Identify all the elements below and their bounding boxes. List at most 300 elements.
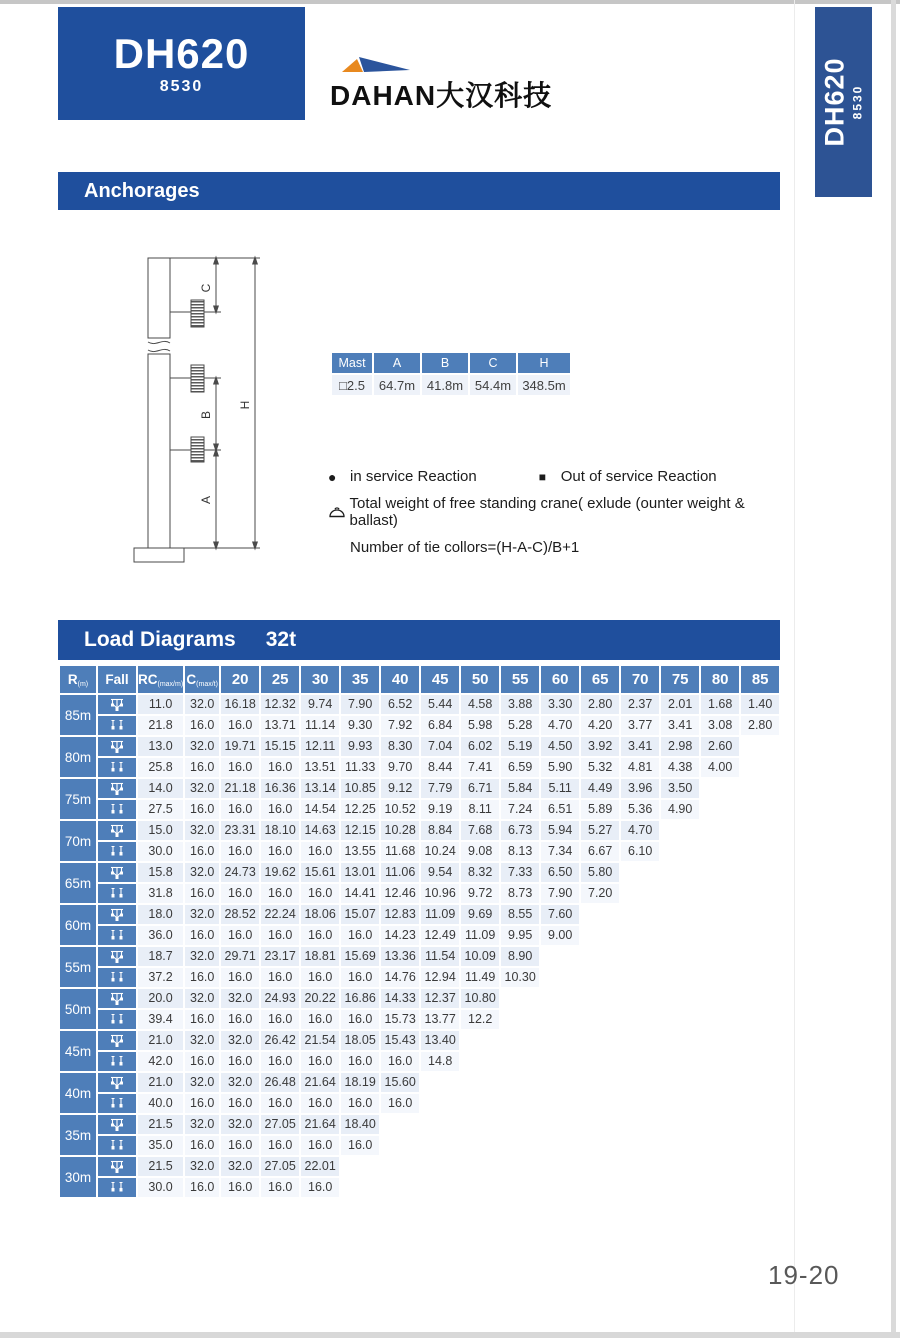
load-value-cell: 13.51 — [301, 758, 339, 777]
load-value-cell: 8.84 — [421, 821, 459, 840]
c-value: 16.0 — [185, 800, 219, 819]
radius-label: 30m — [60, 1157, 96, 1197]
empty-cell — [541, 1136, 579, 1155]
load-value-cell: 8.55 — [501, 905, 539, 924]
empty-cell — [501, 1136, 539, 1155]
empty-cell — [741, 947, 779, 966]
empty-cell — [501, 1052, 539, 1071]
load-value-cell: 9.30 — [341, 716, 379, 735]
model-name: DH620 — [113, 29, 250, 77]
empty-cell — [621, 1073, 659, 1092]
empty-cell — [741, 863, 779, 882]
empty-cell — [701, 926, 739, 945]
empty-cell — [541, 1094, 579, 1113]
load-value-cell: 10.30 — [501, 968, 539, 987]
load-row-85m-4fall — [60, 695, 779, 714]
c-value: 16.0 — [185, 1178, 219, 1197]
load-value-cell: 21.64 — [301, 1115, 339, 1134]
empty-cell — [741, 1073, 779, 1092]
empty-cell — [501, 1115, 539, 1134]
mast-col-header: H — [518, 353, 570, 373]
fall-2-icon — [109, 971, 125, 985]
empty-cell — [581, 1052, 619, 1071]
c-value: 16.0 — [185, 884, 219, 903]
fall-2-icon — [109, 929, 125, 943]
empty-cell — [701, 1052, 739, 1071]
load-value-cell: 7.41 — [461, 758, 499, 777]
load-value-cell: 9.54 — [421, 863, 459, 882]
empty-cell — [661, 842, 699, 861]
c-value: 16.0 — [185, 758, 219, 777]
empty-cell — [501, 1178, 539, 1197]
fall-2-icon — [109, 1055, 125, 1069]
load-value-cell: 21.18 — [221, 779, 259, 798]
fall-4-cell — [98, 1073, 136, 1092]
in-service-dot-icon: ● — [328, 468, 337, 485]
c-value: 32.0 — [185, 779, 219, 798]
empty-cell — [381, 1157, 419, 1176]
fall-4-icon — [109, 824, 125, 838]
weight-icon — [328, 506, 350, 518]
load-value-cell: 6.84 — [421, 716, 459, 735]
empty-cell — [741, 1157, 779, 1176]
fall-4-cell — [98, 989, 136, 1008]
load-value-cell: 11.54 — [421, 947, 459, 966]
radius-label: 75m — [60, 779, 96, 819]
scan-edge-bottom — [0, 1332, 900, 1338]
load-value-cell: 16.0 — [221, 800, 259, 819]
empty-cell — [661, 968, 699, 987]
load-value-cell: 5.98 — [461, 716, 499, 735]
load-value-cell: 12.46 — [381, 884, 419, 903]
fall-4-cell — [98, 905, 136, 924]
load-value-cell: 9.93 — [341, 737, 379, 756]
empty-cell — [581, 1010, 619, 1029]
load-value-cell: 14.33 — [381, 989, 419, 1008]
load-value-cell: 4.70 — [541, 716, 579, 735]
empty-cell — [541, 1178, 579, 1197]
load-value-cell: 18.81 — [301, 947, 339, 966]
load-row-35m-2fall — [60, 1136, 779, 1155]
col-header-radius-value: 75 — [661, 666, 699, 693]
rc-value: 18.0 — [138, 905, 183, 924]
load-value-cell: 6.71 — [461, 779, 499, 798]
fall-2-icon — [109, 803, 125, 817]
load-value-cell: 15.43 — [381, 1031, 419, 1050]
load-row-70m-2fall — [60, 842, 779, 861]
load-value-cell: 19.62 — [261, 863, 299, 882]
load-value-cell: 4.58 — [461, 695, 499, 714]
load-value-cell: 9.70 — [381, 758, 419, 777]
load-value-cell: 27.05 — [261, 1115, 299, 1134]
empty-cell — [741, 779, 779, 798]
empty-cell — [501, 989, 539, 1008]
brand-logo — [330, 56, 620, 114]
legend-out-of-service: Out of service Reaction — [560, 468, 717, 485]
mast-cell: 64.7m — [374, 375, 420, 395]
c-value: 16.0 — [185, 926, 219, 945]
model-header-box — [58, 7, 305, 120]
c-value: 16.0 — [185, 1010, 219, 1029]
load-row-75m-4fall — [60, 779, 779, 798]
load-value-cell: 24.73 — [221, 863, 259, 882]
empty-cell — [661, 1031, 699, 1050]
load-value-cell: 16.0 — [341, 968, 379, 987]
load-value-cell: 16.0 — [221, 1052, 259, 1071]
load-row-30m-2fall — [60, 1178, 779, 1197]
load-row-55m-2fall — [60, 968, 779, 987]
empty-cell — [381, 1136, 419, 1155]
load-value-cell: 16.0 — [261, 1178, 299, 1197]
c-value: 16.0 — [185, 1136, 219, 1155]
load-value-cell: 16.18 — [221, 695, 259, 714]
load-value-cell: 11.06 — [381, 863, 419, 882]
load-value-cell: 9.08 — [461, 842, 499, 861]
load-value-cell: 29.71 — [221, 947, 259, 966]
c-value: 32.0 — [185, 1115, 219, 1134]
load-value-cell: 2.01 — [661, 695, 699, 714]
rc-value: 15.0 — [138, 821, 183, 840]
load-value-cell: 11.33 — [341, 758, 379, 777]
c-value: 32.0 — [185, 947, 219, 966]
rc-value: 21.5 — [138, 1115, 183, 1134]
empty-cell — [621, 1094, 659, 1113]
load-row-60m-4fall — [60, 905, 779, 924]
fall-2-cell — [98, 1178, 136, 1197]
empty-cell — [581, 1178, 619, 1197]
load-value-cell: 16.0 — [221, 1136, 259, 1155]
load-row-85m-2fall — [60, 716, 779, 735]
load-value-cell: 26.42 — [261, 1031, 299, 1050]
load-value-cell: 3.30 — [541, 695, 579, 714]
load-value-cell: 9.95 — [501, 926, 539, 945]
load-value-cell: 2.98 — [661, 737, 699, 756]
empty-cell — [741, 1010, 779, 1029]
load-value-cell: 10.96 — [421, 884, 459, 903]
load-value-cell: 7.33 — [501, 863, 539, 882]
load-row-30m-4fall — [60, 1157, 779, 1176]
rc-value: 39.4 — [138, 1010, 183, 1029]
col-header-radius-value: 55 — [501, 666, 539, 693]
radius-label: 45m — [60, 1031, 96, 1071]
load-value-cell: 18.05 — [341, 1031, 379, 1050]
col-header-radius-value: 85 — [741, 666, 779, 693]
brand-logo-mark-icon — [340, 56, 412, 74]
load-diagrams-section-header — [58, 620, 780, 660]
load-value-cell: 2.80 — [581, 695, 619, 714]
anchorage-legend — [328, 468, 788, 566]
c-value: 32.0 — [185, 905, 219, 924]
load-value-cell: 13.36 — [381, 947, 419, 966]
fall-2-cell — [98, 968, 136, 987]
rc-value: 21.0 — [138, 1031, 183, 1050]
empty-cell — [501, 1094, 539, 1113]
load-value-cell: 16.0 — [221, 884, 259, 903]
load-value-cell: 6.52 — [381, 695, 419, 714]
load-value-cell: 12.11 — [301, 737, 339, 756]
rc-value: 21.5 — [138, 1157, 183, 1176]
empty-cell — [621, 989, 659, 1008]
load-value-cell: 16.0 — [381, 1052, 419, 1071]
side-tab — [815, 7, 872, 197]
empty-cell — [421, 1115, 459, 1134]
empty-cell — [741, 821, 779, 840]
load-value-cell: 16.0 — [261, 884, 299, 903]
load-value-cell: 16.0 — [301, 1136, 339, 1155]
rc-value: 30.0 — [138, 842, 183, 861]
empty-cell — [701, 989, 739, 1008]
empty-cell — [741, 737, 779, 756]
load-value-cell: 2.37 — [621, 695, 659, 714]
load-value-cell: 15.15 — [261, 737, 299, 756]
empty-cell — [581, 1115, 619, 1134]
load-value-cell: 19.71 — [221, 737, 259, 756]
load-value-cell: 6.51 — [541, 800, 579, 819]
load-value-cell: 13.55 — [341, 842, 379, 861]
empty-cell — [741, 884, 779, 903]
load-value-cell: 8.73 — [501, 884, 539, 903]
load-value-cell: 16.0 — [261, 1052, 299, 1071]
c-value: 32.0 — [185, 1031, 219, 1050]
empty-cell — [741, 905, 779, 924]
load-value-cell: 5.94 — [541, 821, 579, 840]
load-value-cell: 23.17 — [261, 947, 299, 966]
empty-cell — [701, 1178, 739, 1197]
empty-cell — [741, 1115, 779, 1134]
load-row-50m-2fall — [60, 1010, 779, 1029]
col-header-radius-value: 50 — [461, 666, 499, 693]
empty-cell — [741, 1178, 779, 1197]
empty-cell — [741, 758, 779, 777]
empty-cell — [701, 779, 739, 798]
empty-cell — [341, 1157, 379, 1176]
empty-cell — [701, 863, 739, 882]
rc-value: 31.8 — [138, 884, 183, 903]
radius-label: 85m — [60, 695, 96, 735]
load-value-cell: 4.81 — [621, 758, 659, 777]
empty-cell — [661, 1157, 699, 1176]
load-value-cell: 16.0 — [341, 1136, 379, 1155]
empty-cell — [461, 1052, 499, 1071]
fall-4-cell — [98, 947, 136, 966]
empty-cell — [701, 884, 739, 903]
fall-2-icon — [109, 761, 125, 775]
empty-cell — [741, 968, 779, 987]
load-value-cell: 8.44 — [421, 758, 459, 777]
empty-cell — [581, 1136, 619, 1155]
empty-cell — [701, 1136, 739, 1155]
dim-label-h: H — [238, 400, 252, 410]
rc-value: 11.0 — [138, 695, 183, 714]
empty-cell — [581, 989, 619, 1008]
load-value-cell: 18.40 — [341, 1115, 379, 1134]
load-value-cell: 4.49 — [581, 779, 619, 798]
load-value-cell: 16.0 — [261, 800, 299, 819]
load-row-50m-4fall — [60, 989, 779, 1008]
mast-cell: 54.4m — [470, 375, 516, 395]
mast-col-header: B — [422, 353, 468, 373]
load-value-cell: 7.90 — [341, 695, 379, 714]
load-row-65m-2fall — [60, 884, 779, 903]
load-value-cell: 16.0 — [301, 1178, 339, 1197]
load-value-cell: 16.0 — [261, 926, 299, 945]
empty-cell — [661, 863, 699, 882]
empty-cell — [581, 905, 619, 924]
load-value-cell: 16.0 — [221, 1010, 259, 1029]
col-header-radius-value: 80 — [701, 666, 739, 693]
load-row-80m-2fall — [60, 758, 779, 777]
col-header-radius-value: 20 — [221, 666, 259, 693]
load-value-cell: 7.34 — [541, 842, 579, 861]
empty-cell — [461, 1073, 499, 1092]
load-value-cell: 14.63 — [301, 821, 339, 840]
load-value-cell: 16.36 — [261, 779, 299, 798]
load-value-cell: 16.0 — [341, 1010, 379, 1029]
empty-cell — [661, 884, 699, 903]
load-value-cell: 5.28 — [501, 716, 539, 735]
col-header-radius: R(m) — [60, 666, 96, 693]
load-value-cell: 16.0 — [301, 1052, 339, 1071]
empty-cell — [541, 1052, 579, 1071]
fall-2-cell — [98, 1010, 136, 1029]
rc-value: 21.0 — [138, 1073, 183, 1092]
empty-cell — [621, 1010, 659, 1029]
fall-2-icon — [109, 887, 125, 901]
load-value-cell: 4.38 — [661, 758, 699, 777]
load-value-cell: 5.19 — [501, 737, 539, 756]
fall-2-cell — [98, 1052, 136, 1071]
dim-label-b: B — [199, 410, 213, 420]
load-row-40m-2fall — [60, 1094, 779, 1113]
load-value-cell: 18.10 — [261, 821, 299, 840]
empty-cell — [741, 800, 779, 819]
load-value-cell: 16.0 — [301, 926, 339, 945]
load-row-55m-4fall — [60, 947, 779, 966]
load-value-cell: 11.14 — [301, 716, 339, 735]
load-value-cell: 7.04 — [421, 737, 459, 756]
empty-cell — [661, 1052, 699, 1071]
load-diagrams-title: Load Diagrams — [84, 628, 236, 651]
col-header-radius-value: 45 — [421, 666, 459, 693]
load-value-cell: 12.94 — [421, 968, 459, 987]
c-value: 32.0 — [185, 695, 219, 714]
load-value-cell: 10.85 — [341, 779, 379, 798]
load-value-cell: 16.0 — [381, 1094, 419, 1113]
load-value-cell: 3.96 — [621, 779, 659, 798]
dim-label-a: A — [199, 495, 213, 505]
load-value-cell: 4.50 — [541, 737, 579, 756]
col-header-fall: Fall — [98, 666, 136, 693]
radius-label: 40m — [60, 1073, 96, 1113]
empty-cell — [701, 1094, 739, 1113]
fall-2-cell — [98, 842, 136, 861]
load-value-cell: 8.11 — [461, 800, 499, 819]
load-value-cell: 32.0 — [221, 1115, 259, 1134]
page-fold-line — [794, 0, 795, 1338]
load-value-cell: 12.37 — [421, 989, 459, 1008]
empty-cell — [581, 947, 619, 966]
load-value-cell: 2.80 — [741, 716, 779, 735]
side-tab-model: DH620 — [819, 57, 849, 147]
load-value-cell: 5.80 — [581, 863, 619, 882]
empty-cell — [661, 1094, 699, 1113]
load-value-cell: 6.73 — [501, 821, 539, 840]
load-row-60m-2fall — [60, 926, 779, 945]
empty-cell — [461, 1157, 499, 1176]
load-value-cell: 10.52 — [381, 800, 419, 819]
load-value-cell: 16.0 — [221, 758, 259, 777]
mast-col-header: A — [374, 353, 420, 373]
col-header-radius-value: 60 — [541, 666, 579, 693]
scan-edge-top — [0, 0, 900, 4]
col-header-radius-value: 30 — [301, 666, 339, 693]
rc-value: 20.0 — [138, 989, 183, 1008]
load-value-cell: 11.49 — [461, 968, 499, 987]
load-row-70m-4fall — [60, 821, 779, 840]
empty-cell — [621, 905, 659, 924]
empty-cell — [541, 947, 579, 966]
fall-4-icon — [109, 1118, 125, 1132]
col-header-rc: RC(max/m) — [138, 666, 183, 693]
load-value-cell: 7.60 — [541, 905, 579, 924]
load-value-cell: 13.14 — [301, 779, 339, 798]
load-value-cell: 12.2 — [461, 1010, 499, 1029]
load-value-cell: 16.86 — [341, 989, 379, 1008]
col-header-radius-value: 70 — [621, 666, 659, 693]
load-value-cell: 13.01 — [341, 863, 379, 882]
empty-cell — [701, 1073, 739, 1092]
c-value: 32.0 — [185, 821, 219, 840]
empty-cell — [461, 1031, 499, 1050]
load-value-cell: 13.77 — [421, 1010, 459, 1029]
mast-col-header: Mast — [332, 353, 372, 373]
col-header-radius-value: 25 — [261, 666, 299, 693]
empty-cell — [621, 947, 659, 966]
load-value-cell: 11.68 — [381, 842, 419, 861]
empty-cell — [741, 1031, 779, 1050]
empty-cell — [461, 1136, 499, 1155]
load-value-cell: 4.90 — [661, 800, 699, 819]
load-row-65m-4fall — [60, 863, 779, 882]
rc-value: 35.0 — [138, 1136, 183, 1155]
empty-cell — [741, 1094, 779, 1113]
legend-in-service: in service Reaction — [350, 468, 477, 485]
load-value-cell: 8.13 — [501, 842, 539, 861]
rc-value: 42.0 — [138, 1052, 183, 1071]
fall-2-icon — [109, 1097, 125, 1111]
load-value-cell: 18.06 — [301, 905, 339, 924]
load-value-cell: 16.0 — [341, 1094, 379, 1113]
fall-2-cell — [98, 884, 136, 903]
empty-cell — [541, 1115, 579, 1134]
load-value-cell: 7.24 — [501, 800, 539, 819]
anchorages-section-header — [58, 172, 780, 210]
empty-cell — [541, 1073, 579, 1092]
empty-cell — [741, 842, 779, 861]
rc-value: 27.5 — [138, 800, 183, 819]
out-of-service-square-icon: ■ — [538, 469, 546, 484]
load-row-35m-4fall — [60, 1115, 779, 1134]
fall-2-icon — [109, 845, 125, 859]
empty-cell — [661, 947, 699, 966]
load-value-cell: 12.25 — [341, 800, 379, 819]
dim-label-c: C — [199, 283, 213, 293]
empty-cell — [581, 1031, 619, 1050]
fall-4-cell — [98, 821, 136, 840]
load-row-80m-4fall — [60, 737, 779, 756]
load-value-cell: 1.40 — [741, 695, 779, 714]
empty-cell — [541, 1031, 579, 1050]
